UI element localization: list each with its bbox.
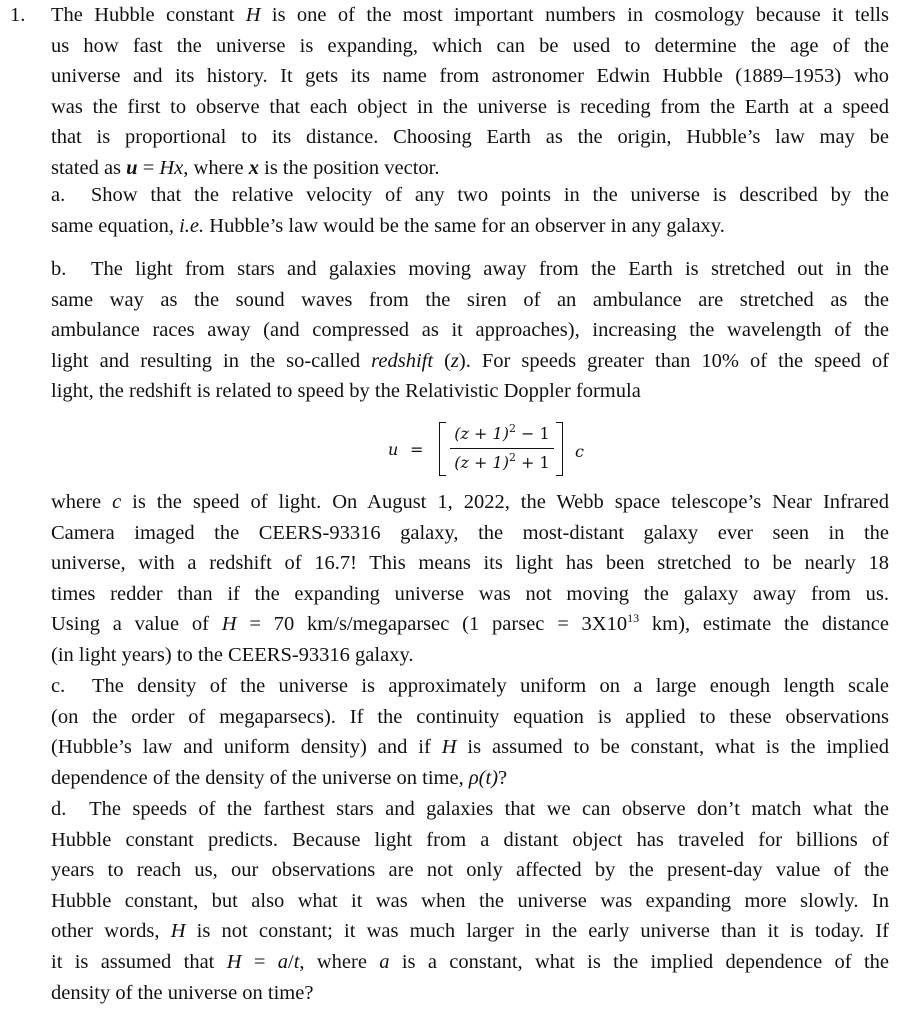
part-b-line-6: where c is the speed of light. On August 1, 2022, the Webb space telescope’s Near Infrared [51,491,889,513]
part-b-line-8: universe, with a redshift of 16.7! This means its light has been stretched to be nearly 18 [51,552,889,575]
part-b-continued [51,487,889,671]
part-d-line-5: other words, H is not constant; it was much larger in the early universe than it is today. If [51,920,889,943]
part-b-line-2: same way as the sound waves from the siren of an ambulance are stretched as the [51,288,889,311]
part-d [51,794,889,1008]
part-d-line-4: Hubble constant, but also what it was when the universe was expanding more slowly. In [51,889,889,912]
part-b-line-4: light and resulting in the so-called redshift (z). For speeds greater than 10% of the speed of [51,349,889,372]
problem-intro [51,0,889,184]
part-c-line-3: (Hubble’s law and uniform density) and if H is assumed to be constant, what is the implied [51,736,889,759]
part-d-line-2: Hubble constant predicts. Because light from a distant object has traveled for billions of [51,828,889,851]
part-c-line-2: (on the order of megaparsecs). If the continuity equation is applied to these observations [51,705,889,728]
part-d-line-1: d. The speeds of the farthest stars and galaxies that we can observe don’t match what the [51,798,890,820]
part-c-line-4: dependence of the density of the universe on time, ρ(t)? [51,766,508,789]
part-a [51,180,889,241]
right-bracket [556,422,563,476]
part-b [51,254,889,407]
equation-speed-of-light: c [575,442,584,461]
part-d-line-7: density of the universe on time? [51,981,314,1004]
part-b-line-3: ambulance races away (and compressed as it approaches), increasing the wavelength of the [51,319,889,342]
part-a-line-1: a. Show that the relative velocity of any two points in the universe is described by the [51,184,890,206]
equation-denominator: $(z + 1)^2 + 1$ [454,451,550,472]
intro-line-1: The Hubble constant H is one of the most important numbers in cosmology because it tells [51,4,889,26]
intro-line-3: universe and its history. It gets its name from astronomer Edwin Hubble (1889–1953) who [51,65,889,88]
part-d-line-3: years to reach us, our observations are not only affected by the present-day value of the [51,859,889,882]
intro-line-4: was the first to observe that each object in the universe is receding from the Earth at a speed [51,95,889,118]
part-b-line-11: (in light years) to the CEERS-93316 galaxy. [51,643,414,666]
equation-lhs: u [388,440,399,459]
left-bracket [439,422,446,476]
part-a-line-2: same equation, i.e. Hubble’s law would be the same for an observer in any galaxy. [51,214,725,237]
intro-line-5: that is proportional to its distance. Choosing Earth as the origin, Hubble’s law may be [51,126,889,149]
equation-numerator: $(z + 1)^2 - 1$ [454,422,550,443]
part-b-line-10: Using a value of H = 70 km/s/megaparsec (1 $parsec = 3X10^{13}$ km), estimate the distance [51,611,890,636]
part-b-line-1: b. The light from stars and galaxies moving away from the Earth is stretched out in the [51,258,890,280]
part-b-line-7: Camera imaged the CEERS-93316 galaxy, the most-distant galaxy ever seen in the [51,521,889,544]
doppler-equation [386,420,626,478]
intro-line-6: stated as u = Hx, where x is the position vector. [51,156,440,179]
part-c-line-1: c. The density of the universe is approximately uniform on a large enough length scale [51,675,889,697]
fraction-bar [450,448,554,449]
part-c [51,671,889,793]
part-d-line-6: it is assumed that H = a/t, where a is a constant, what is the implied dependence of the [51,950,890,973]
equation-equals: = [410,440,424,459]
problem-number: 1. [10,4,26,26]
intro-line-2: us how fast the universe is expanding, which can be used to determine the age of the [51,34,889,57]
part-b-line-5: light, the redshift is related to speed by the Relativistic Doppler formula [51,380,641,403]
part-b-line-9: times redder than if the expanding universe was not moving the galaxy away from us. [51,582,889,605]
